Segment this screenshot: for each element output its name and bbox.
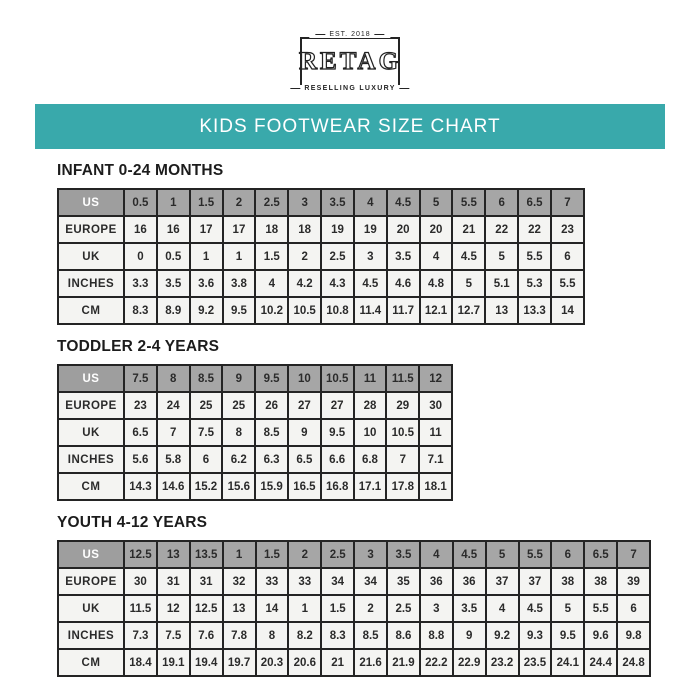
size-cell: 15.9 <box>255 473 288 500</box>
size-cell: 22.2 <box>420 649 453 676</box>
size-cell: 10 <box>354 419 387 446</box>
size-cell: 22 <box>518 216 551 243</box>
size-tables-container <box>0 162 700 677</box>
row-label: CM <box>58 473 124 500</box>
size-cell: 16.5 <box>288 473 321 500</box>
size-cell: 1.5 <box>190 189 223 216</box>
size-cell: 0.5 <box>124 189 157 216</box>
size-cell: 19.4 <box>190 649 223 676</box>
size-cell: 2.5 <box>321 541 354 568</box>
size-cell: 24.4 <box>584 649 617 676</box>
size-cell: 23.2 <box>486 649 519 676</box>
size-cell: 21.6 <box>354 649 387 676</box>
size-cell: 37 <box>486 568 519 595</box>
row-label: INCHES <box>58 622 124 649</box>
size-cell: 6.5 <box>288 446 321 473</box>
table-row-uk <box>58 243 584 270</box>
size-cell: 5 <box>485 243 518 270</box>
size-cell: 19 <box>354 216 387 243</box>
size-cell: 5 <box>420 189 453 216</box>
size-cell: 3.5 <box>321 189 354 216</box>
size-cell: 6 <box>617 595 650 622</box>
size-table-toddler-2-4-years <box>57 364 453 501</box>
retag-logo <box>0 0 700 92</box>
size-cell: 4.5 <box>452 243 485 270</box>
size-cell: 20.6 <box>288 649 321 676</box>
size-cell: 34 <box>321 568 354 595</box>
size-cell: 11.5 <box>386 365 419 392</box>
row-label: CM <box>58 649 124 676</box>
size-cell: 4 <box>255 270 288 297</box>
size-cell: 23.5 <box>519 649 552 676</box>
size-cell: 25 <box>222 392 255 419</box>
size-cell: 0.5 <box>157 243 190 270</box>
size-cell: 9.2 <box>486 622 519 649</box>
size-cell: 16 <box>157 216 190 243</box>
size-cell: 9 <box>222 365 255 392</box>
size-cell: 7 <box>551 189 584 216</box>
size-cell: 1.5 <box>255 243 288 270</box>
size-cell: 36 <box>420 568 453 595</box>
size-cell: 4 <box>486 595 519 622</box>
size-cell: 21 <box>321 649 354 676</box>
size-cell: 7.5 <box>124 365 157 392</box>
size-cell: 27 <box>321 392 354 419</box>
size-cell: 4 <box>354 189 387 216</box>
size-cell: 8 <box>157 365 190 392</box>
size-cell: 5.5 <box>584 595 617 622</box>
table-row-europe <box>58 216 584 243</box>
size-cell: 13 <box>485 297 518 324</box>
size-cell: 39 <box>617 568 650 595</box>
size-cell: 19.1 <box>157 649 190 676</box>
size-cell: 2 <box>288 541 321 568</box>
size-cell: 9.5 <box>223 297 256 324</box>
size-cell: 31 <box>157 568 190 595</box>
table-row-us <box>58 189 584 216</box>
logo-brand-text: RETAG <box>298 47 402 75</box>
size-cell: 7.8 <box>223 622 256 649</box>
size-cell: 5.6 <box>124 446 157 473</box>
size-cell: 8.5 <box>190 365 223 392</box>
size-cell: 8.9 <box>157 297 190 324</box>
size-cell: 10.5 <box>321 365 354 392</box>
logo-tagline-text: RESELLING LUXURY <box>284 85 415 92</box>
table-row-europe <box>58 392 452 419</box>
size-cell: 38 <box>551 568 584 595</box>
size-cell: 5 <box>551 595 584 622</box>
size-cell: 10.8 <box>321 297 354 324</box>
size-cell: 3 <box>420 595 453 622</box>
size-cell: 12.5 <box>124 541 157 568</box>
table-row-inches <box>58 622 650 649</box>
size-cell: 11.4 <box>354 297 387 324</box>
size-cell: 18 <box>288 216 321 243</box>
size-cell: 5.5 <box>551 270 584 297</box>
size-cell: 9.2 <box>190 297 223 324</box>
size-cell: 3.5 <box>387 541 420 568</box>
size-cell: 24.8 <box>617 649 650 676</box>
size-cell: 5.5 <box>519 541 552 568</box>
size-cell: 4.8 <box>420 270 453 297</box>
section-title: INFANT 0-24 MONTHS <box>57 162 224 179</box>
size-cell: 18.1 <box>419 473 452 500</box>
size-cell: 12.7 <box>452 297 485 324</box>
table-row-inches <box>58 270 584 297</box>
table-row-cm <box>58 473 452 500</box>
logo-border-box <box>298 31 402 92</box>
size-cell: 3.3 <box>124 270 157 297</box>
size-cell: 5.8 <box>157 446 190 473</box>
size-cell: 3 <box>354 243 387 270</box>
size-cell: 12.1 <box>420 297 453 324</box>
size-cell: 6 <box>190 446 223 473</box>
size-cell: 1 <box>190 243 223 270</box>
row-label: UK <box>58 243 124 270</box>
size-cell: 4.5 <box>387 189 420 216</box>
size-cell: 5 <box>486 541 519 568</box>
size-cell: 5.5 <box>452 189 485 216</box>
size-cell: 4.5 <box>453 541 486 568</box>
size-cell: 25 <box>190 392 223 419</box>
size-cell: 6.2 <box>222 446 255 473</box>
size-cell: 6 <box>551 243 584 270</box>
row-label: UK <box>58 595 124 622</box>
size-cell: 17 <box>190 216 223 243</box>
size-cell: 2 <box>288 243 321 270</box>
size-cell: 9 <box>288 419 321 446</box>
size-cell: 8.6 <box>387 622 420 649</box>
size-cell: 6 <box>551 541 584 568</box>
size-cell: 0 <box>124 243 157 270</box>
logo-est-text: EST. 2018 <box>309 31 390 38</box>
size-table-youth-4-12-years <box>57 540 651 677</box>
size-cell: 37 <box>519 568 552 595</box>
size-cell: 23 <box>551 216 584 243</box>
size-cell: 35 <box>387 568 420 595</box>
size-cell: 11 <box>354 365 387 392</box>
size-cell: 8.5 <box>354 622 387 649</box>
size-cell: 1.5 <box>321 595 354 622</box>
size-cell: 7.6 <box>190 622 223 649</box>
size-cell: 16.8 <box>321 473 354 500</box>
size-cell: 1 <box>288 595 321 622</box>
size-cell: 9.5 <box>321 419 354 446</box>
size-cell: 2.5 <box>255 189 288 216</box>
size-cell: 4.6 <box>387 270 420 297</box>
row-label: US <box>58 365 124 392</box>
size-cell: 6.5 <box>518 189 551 216</box>
size-cell: 9.6 <box>584 622 617 649</box>
size-cell: 6.5 <box>124 419 157 446</box>
size-cell: 8.2 <box>288 622 321 649</box>
table-row-cm <box>58 297 584 324</box>
size-cell: 17.8 <box>386 473 419 500</box>
section-title: YOUTH 4-12 YEARS <box>57 514 208 531</box>
size-cell: 19.7 <box>223 649 256 676</box>
table-row-europe <box>58 568 650 595</box>
row-label: EUROPE <box>58 392 124 419</box>
size-cell: 38 <box>584 568 617 595</box>
size-cell: 24 <box>157 392 190 419</box>
size-cell: 32 <box>223 568 256 595</box>
size-cell: 12 <box>419 365 452 392</box>
size-cell: 14.6 <box>157 473 190 500</box>
size-cell: 29 <box>386 392 419 419</box>
size-cell: 9.3 <box>519 622 552 649</box>
size-cell: 11.5 <box>124 595 157 622</box>
size-cell: 8.5 <box>255 419 288 446</box>
size-cell: 24.1 <box>551 649 584 676</box>
table-row-us <box>58 365 452 392</box>
size-cell: 1 <box>223 243 256 270</box>
size-cell: 7.5 <box>157 622 190 649</box>
size-cell: 33 <box>256 568 289 595</box>
size-cell: 7 <box>157 419 190 446</box>
row-label: EUROPE <box>58 568 124 595</box>
size-cell: 4.5 <box>519 595 552 622</box>
chart-title-banner <box>35 104 665 149</box>
table-row-us <box>58 541 650 568</box>
size-cell: 13.5 <box>190 541 223 568</box>
size-section-youth-4-12-years <box>57 514 700 677</box>
size-cell: 27 <box>288 392 321 419</box>
size-cell: 3.8 <box>223 270 256 297</box>
size-cell: 17 <box>223 216 256 243</box>
size-cell: 14 <box>551 297 584 324</box>
size-cell: 3 <box>354 541 387 568</box>
row-label: INCHES <box>58 446 124 473</box>
size-cell: 8.3 <box>321 622 354 649</box>
size-cell: 22.9 <box>453 649 486 676</box>
size-cell: 13 <box>157 541 190 568</box>
size-cell: 9.5 <box>551 622 584 649</box>
size-cell: 15.6 <box>222 473 255 500</box>
size-cell: 8 <box>256 622 289 649</box>
size-cell: 4.5 <box>354 270 387 297</box>
size-cell: 20.3 <box>256 649 289 676</box>
size-table-infant-0-24-months <box>57 188 585 325</box>
table-row-uk <box>58 595 650 622</box>
size-cell: 2 <box>223 189 256 216</box>
size-cell: 17.1 <box>354 473 387 500</box>
size-cell: 4.3 <box>321 270 354 297</box>
size-cell: 10.2 <box>255 297 288 324</box>
size-cell: 7.5 <box>190 419 223 446</box>
size-cell: 4.2 <box>288 270 321 297</box>
size-cell: 5.3 <box>518 270 551 297</box>
size-cell: 6.3 <box>255 446 288 473</box>
size-cell: 5.5 <box>518 243 551 270</box>
row-label: CM <box>58 297 124 324</box>
size-cell: 13.3 <box>518 297 551 324</box>
size-cell: 36 <box>453 568 486 595</box>
table-row-inches <box>58 446 452 473</box>
size-cell: 3.5 <box>387 243 420 270</box>
size-cell: 22 <box>485 216 518 243</box>
size-cell: 1.5 <box>256 541 289 568</box>
size-cell: 11.7 <box>387 297 420 324</box>
size-cell: 30 <box>124 568 157 595</box>
size-cell: 12.5 <box>190 595 223 622</box>
size-cell: 14 <box>256 595 289 622</box>
size-cell: 16 <box>124 216 157 243</box>
size-cell: 19 <box>321 216 354 243</box>
size-cell: 5 <box>452 270 485 297</box>
size-cell: 12 <box>157 595 190 622</box>
size-cell: 2 <box>354 595 387 622</box>
size-cell: 11 <box>419 419 452 446</box>
size-cell: 1 <box>157 189 190 216</box>
size-cell: 8.3 <box>124 297 157 324</box>
size-cell: 3.5 <box>453 595 486 622</box>
size-cell: 10.5 <box>386 419 419 446</box>
size-cell: 20 <box>420 216 453 243</box>
size-section-toddler-2-4-years <box>57 338 700 501</box>
size-cell: 6.6 <box>321 446 354 473</box>
size-cell: 7 <box>617 541 650 568</box>
size-cell: 14.3 <box>124 473 157 500</box>
size-cell: 23 <box>124 392 157 419</box>
size-cell: 30 <box>419 392 452 419</box>
size-section-infant-0-24-months <box>57 162 700 325</box>
size-cell: 7 <box>386 446 419 473</box>
size-cell: 20 <box>387 216 420 243</box>
size-cell: 8 <box>222 419 255 446</box>
size-cell: 10.5 <box>288 297 321 324</box>
section-title: TODDLER 2-4 YEARS <box>57 338 220 355</box>
size-cell: 7.3 <box>124 622 157 649</box>
size-cell: 26 <box>255 392 288 419</box>
size-cell: 6.8 <box>354 446 387 473</box>
size-cell: 28 <box>354 392 387 419</box>
size-cell: 18 <box>255 216 288 243</box>
row-label: EUROPE <box>58 216 124 243</box>
size-cell: 3.6 <box>190 270 223 297</box>
size-cell: 6.5 <box>584 541 617 568</box>
size-cell: 1 <box>223 541 256 568</box>
size-cell: 5.1 <box>485 270 518 297</box>
size-cell: 21.9 <box>387 649 420 676</box>
chart-title: KIDS FOOTWEAR SIZE CHART <box>199 115 501 137</box>
size-cell: 4 <box>420 541 453 568</box>
table-row-uk <box>58 419 452 446</box>
row-label: US <box>58 189 124 216</box>
size-cell: 6 <box>485 189 518 216</box>
size-cell: 9 <box>453 622 486 649</box>
row-label: US <box>58 541 124 568</box>
table-row-cm <box>58 649 650 676</box>
size-cell: 2.5 <box>387 595 420 622</box>
size-cell: 31 <box>190 568 223 595</box>
size-cell: 15.2 <box>190 473 223 500</box>
size-cell: 9.5 <box>255 365 288 392</box>
size-cell: 10 <box>288 365 321 392</box>
size-cell: 3 <box>288 189 321 216</box>
row-label: UK <box>58 419 124 446</box>
size-cell: 21 <box>452 216 485 243</box>
size-cell: 9.8 <box>617 622 650 649</box>
row-label: INCHES <box>58 270 124 297</box>
size-cell: 8.8 <box>420 622 453 649</box>
size-cell: 7.1 <box>419 446 452 473</box>
size-cell: 4 <box>420 243 453 270</box>
size-cell: 3.5 <box>157 270 190 297</box>
size-cell: 13 <box>223 595 256 622</box>
size-cell: 34 <box>354 568 387 595</box>
size-cell: 2.5 <box>321 243 354 270</box>
size-cell: 18.4 <box>124 649 157 676</box>
size-cell: 33 <box>288 568 321 595</box>
